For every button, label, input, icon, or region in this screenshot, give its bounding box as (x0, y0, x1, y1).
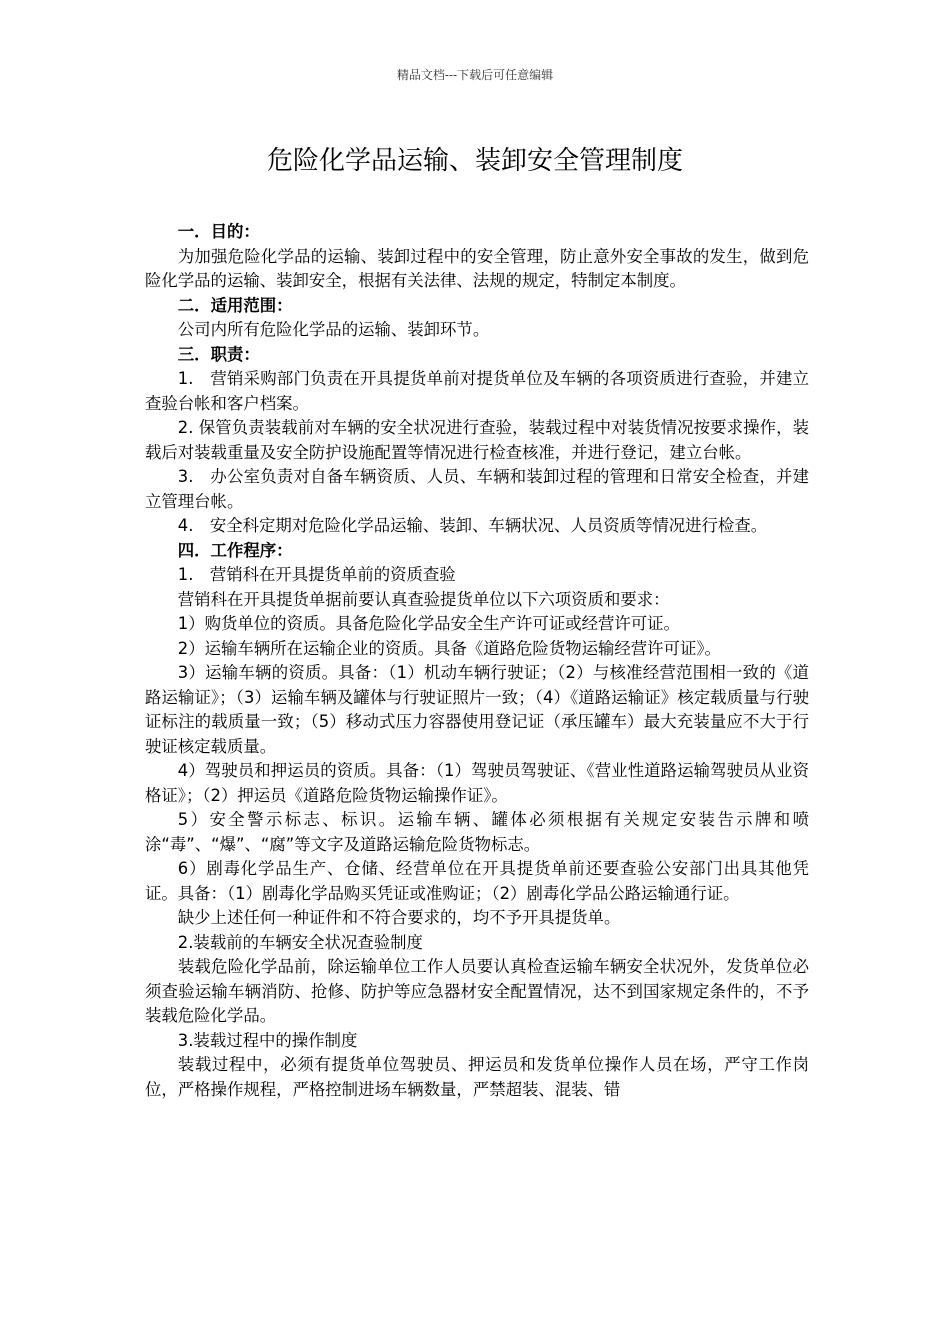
paragraph: 装载危险化学品前，除运输单位工作人员要认真检查运输车辆安全状况外，发货单位必须查验运输车辆消防、抢修、防护等应急器材安全配置情况，达不到国家规定条件的，不予装载危险化学品。 (145, 957, 809, 1025)
paragraph: 营销科在开具提货单据前要认真查验提货单位以下六项资质和要求： (177, 589, 670, 609)
paragraph: 1. 营销科在开具提货单前的资质查验 (177, 565, 456, 584)
section-heading: 三．职责： (177, 344, 260, 364)
paragraph: 4. 安全科定期对危险化学品运输、装卸、车辆状况、人员资质等情况进行检查。 (177, 516, 768, 535)
paragraph: 公司内所有危险化学品的运输、装卸环节。 (177, 320, 490, 339)
document-title: 危险化学品运输、装卸安全管理制度 (266, 146, 683, 176)
paragraph: 5）安全警示标志、标识。运输车辆、罐体必须根据有关规定安装告示牌和喷涂“毒”、“爆”、“腐”等文字及道路运输危险货物标志。 (145, 810, 809, 854)
section-heading: 四．工作程序： (177, 540, 293, 560)
section-heading: 二．适用范围： (177, 295, 293, 315)
paragraph: 2.装载前的车辆安全状况查验制度 (177, 932, 423, 952)
paragraph: 3）运输车辆的资质。具备：（1）机动车辆行驶证；（2）与核准经营范围相一致的《道路运输证》；（3）运输车辆及罐体与行驶证照片一致；（4）《道路运输证》核定载质量与行驶证标注的载质量一致；（5）移动式压力容器使用登记证（承压罐车）最大充装量应不大于行驶证核定载质量。 (145, 663, 809, 756)
paragraph: 4）驾驶员和押运员的资质。具备：（1）驾驶员驾驶证、《营业性道路运输驾驶员从业资格证》；（2）押运员《道路危险货物运输操作证》。 (145, 761, 809, 805)
paragraph: 1）购货单位的资质。具备危险化学品安全生产许可证或经营许可证。 (177, 614, 680, 633)
paragraph: 装载过程中，必须有提货单位驾驶员、押运员和发货单位操作人员在场，严守工作岗位，严格操作规程，严格控制进场车辆数量，严禁超装、混装、错 (145, 1055, 809, 1099)
paragraph: 2）运输车辆所在运输企业的资质。具备《道路危险货物运输经营许可证》。 (177, 638, 721, 658)
section-heading: 一．目的： (177, 222, 260, 241)
document-body (145, 220, 809, 1102)
paragraph: 2. 保管负责装载前对车辆的安全状况进行查验，装载过程中对装货情况按要求操作，装载后对装载重量及安全防护设施配置等情况进行检查核准，并进行登记，建立台帐。 (145, 418, 809, 462)
paragraph: 1. 营销采购部门负责在开具提货单前对提货单位及车辆的各项资质进行查验，并建立查验台帐和客户档案。 (145, 369, 809, 413)
paragraph: 为加强危险化学品的运输、装卸过程中的安全管理，防止意外安全事故的发生，做到危险化学品的运输、装卸安全，根据有关法律、法规的规定，特制定本制度。 (145, 246, 809, 290)
paragraph: 3.装载过程中的操作制度 (177, 1030, 358, 1050)
paragraph: 3. 办公室负责对自备车辆资质、人员、车辆和装卸过程的管理和日常安全检查，并建立管理台帐。 (145, 467, 809, 511)
paragraph: 6）剧毒化学品生产、仓储、经营单位在开具提货单前还要查验公安部门出具其他凭证。具备：（1）剧毒化学品购买凭证或准购证；（2）剧毒化学品公路运输通行证。 (145, 859, 809, 903)
paragraph: 缺少上述任何一种证件和不符合要求的，均不予开具提货单。 (177, 908, 621, 927)
page-header: 精品文档---下载后可任意编辑 (396, 68, 554, 82)
